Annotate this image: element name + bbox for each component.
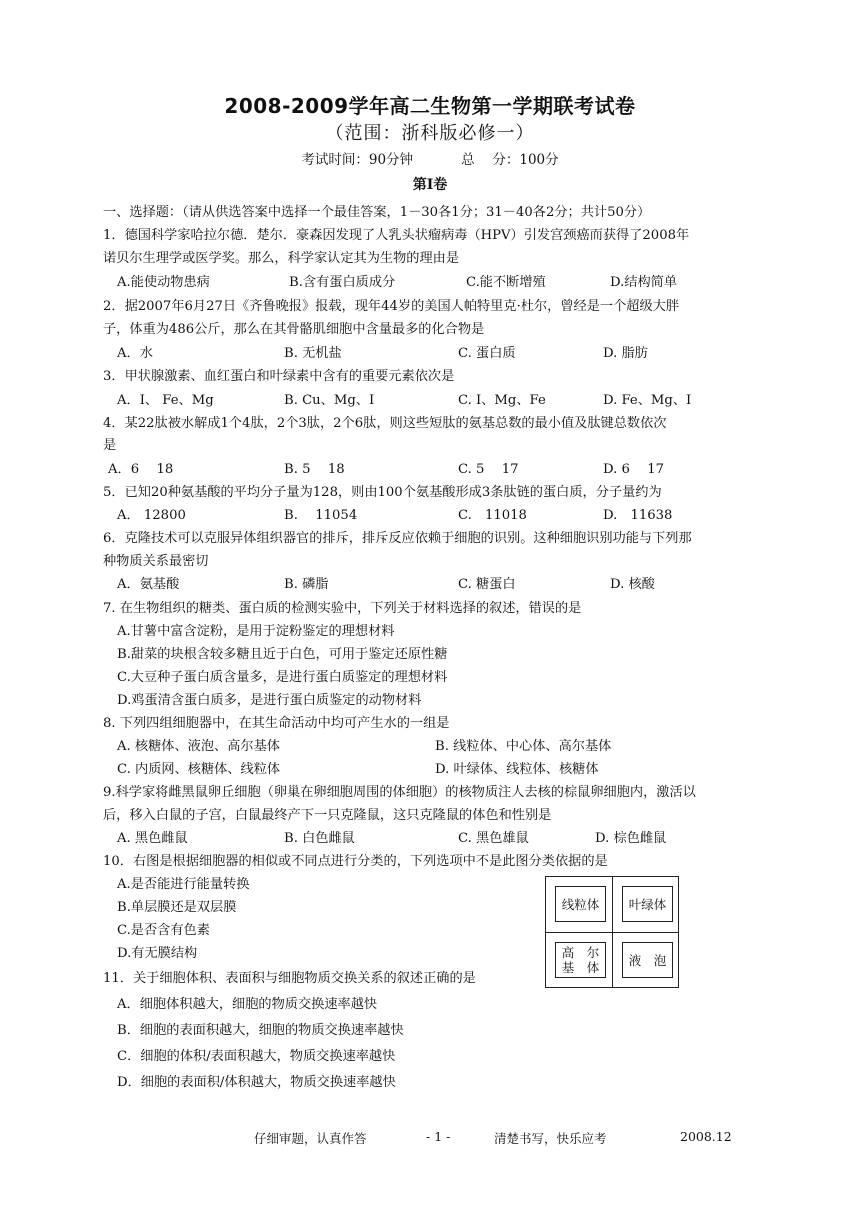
page-subtitle: （范围：浙科版必修一）	[325, 123, 535, 144]
option-b: B. 磷脂	[284, 577, 329, 592]
option-b: B.含有蛋白质成分	[289, 275, 396, 290]
footer-left-text: 仔细审题，认真作答	[254, 1131, 367, 1146]
box-vacuole: 液 泡	[622, 942, 673, 978]
question-1-line-2: 诺贝尔生理学或医学奖。那么，科学家认定其为生物的理由是	[103, 251, 460, 266]
option-a: A. 黑色雌鼠	[117, 831, 188, 846]
option-d: D. 棕色雌鼠	[595, 831, 667, 846]
option-c: C. 黑色雄鼠	[458, 831, 529, 846]
question-1-line-1: 1．德国科学家哈拉尔德．楚尔．豪森因发现了人乳头状瘤病毒（HPV）引发宫颈癌而获得了2008年	[103, 228, 690, 243]
question-4-line-1: 4．某22肽被水解成1个4肽，2个3肽，2个6肽，则这些短肽的氨基总数的最小值及肽键总数依次	[103, 416, 667, 431]
option-c: C. 内质网、核糖体、线粒体	[117, 762, 281, 777]
exam-time: 考试时间：90分钟	[301, 152, 414, 168]
instructions: 一、选择题：（请从供选答案中选择一个最佳答案，1－30各1分；31－40各2分；共计50分）	[103, 205, 651, 220]
question-3-line-1: 3．甲状腺激素、血红蛋白和叶绿素中含有的重要元素依次是	[103, 369, 455, 384]
question-10-option-c: C.是否含有色素	[117, 923, 210, 938]
question-8-line-1: 8. 下列四组细胞器中，在其生命活动中均可产生水的一组是	[103, 716, 450, 731]
option-a: A．氨基酸	[117, 577, 180, 592]
option-d: D. 核酸	[610, 577, 655, 592]
question-7-option-c: C.大豆种子蛋白质含量多，是进行蛋白质鉴定的理想材料	[117, 670, 448, 685]
organelle-diagram	[545, 876, 680, 988]
question-11-option-a: A．细胞体积越大，细胞的物质交换速率越快	[117, 997, 378, 1012]
question-9-line-2: 后，移入白鼠的子宫，白鼠最终产下一只克隆鼠，这只克隆鼠的体色和性别是	[103, 808, 552, 823]
question-4-line-2: 是	[103, 438, 117, 453]
page-footer	[0, 1129, 860, 1145]
question-7-line-1: 7. 在生物组织的糖类、蛋白质的检测实验中，下列关于材料选择的叙述，错误的是	[103, 601, 582, 616]
diagram-bottom-line	[545, 987, 679, 988]
exam-info	[0, 148, 860, 168]
question-7-option-d: D.鸡蛋清含蛋白质多，是进行蛋白质鉴定的动物材料	[117, 693, 422, 708]
box-mitochondria: 线粒体	[555, 886, 606, 922]
option-c: C. 5 17	[458, 462, 519, 477]
option-a: A.能使动物患病	[117, 275, 210, 290]
question-6-line-1: 6．克隆技术可以克服异体组织器官的排斥，排斥反应依赖于细胞的识别。这种细胞识别功能与下列那	[103, 531, 692, 546]
question-10-option-d: D.有无膜结构	[117, 946, 198, 961]
option-b: B. 白色雌鼠	[284, 831, 355, 846]
question-11-option-c: C．细胞的体积/表面积越大，物质交换速率越快	[117, 1049, 396, 1064]
section-heading: 第Ⅰ卷	[412, 177, 448, 193]
option-c: C.能不断增殖	[466, 275, 546, 290]
option-b: B. 无机盐	[284, 346, 342, 361]
question-10-option-b: B.单层膜还是双层膜	[117, 900, 237, 915]
option-c: C. I、Mg、Fe	[458, 393, 546, 408]
page-number: - 1 -	[426, 1129, 451, 1144]
option-a: A．水	[117, 346, 153, 361]
footer-date: 2008.12	[680, 1129, 732, 1144]
page-title: 2008-2009学年高二生物第一学期联考试卷	[224, 94, 636, 118]
footer-right-text: 清楚书写，快乐应考	[494, 1131, 607, 1146]
option-b: B. 11054	[284, 508, 358, 523]
question-9-line-1: 9.科学家将雌黑鼠卵丘细胞（卵巢在卵细胞周围的体细胞）的核物质注人去核的棕鼠卵细胞内，激活以	[103, 785, 696, 800]
option-a: A． 12800	[117, 508, 186, 523]
box-chloroplast: 叶绿体	[622, 886, 673, 922]
option-d: D. 11638	[603, 508, 673, 523]
question-2-line-1: 2．据2007年6月27日《齐鲁晚报》报载，现年44岁的美国人帕特里克·杜尔，曾经是一个超级大胖	[103, 299, 680, 314]
question-11-line-1: 11．关于细胞体积、表面积与细胞物质交换关系的叙述正确的是	[103, 971, 476, 986]
option-d: D. 6 17	[603, 462, 665, 477]
option-a: A．6 18	[108, 462, 174, 477]
option-d: D.结构简单	[610, 275, 678, 290]
option-c: C. 糖蛋白	[458, 577, 516, 592]
question-10-line-1: 10．右图是根据细胞器的相似或不同点进行分类的，下列选项中不是此图分类依据的是	[103, 854, 608, 869]
option-b: B. Cu、Mg、I	[284, 393, 375, 408]
option-b: B. 线粒体、中心体、高尔基体	[435, 739, 612, 754]
option-a: A. 核糖体、液泡、高尔基体	[117, 739, 280, 754]
question-6-line-2: 种物质关系最密切	[103, 554, 209, 569]
question-5-line-1: 5．已知20种氨基酸的平均分子量为128，则由100个氨基酸形成3条肽链的蛋白质，分子量约为	[103, 485, 662, 500]
option-d: D. 叶绿体、线粒体、核糖体	[435, 762, 599, 777]
question-7-option-b: B.甜菜的块根含较多糖且近于白色，可用于鉴定还原性糖	[117, 647, 448, 662]
option-c: C. 蛋白质	[458, 346, 516, 361]
option-a: A．I、 Fe、Mg	[117, 393, 214, 408]
question-2-line-2: 子，体重为486公斤，那么在其骨骼肌细胞中含量最多的化合物是	[103, 322, 485, 337]
total-score: 总 分：100分	[461, 152, 559, 168]
option-b: B. 5 18	[284, 462, 345, 477]
question-11-option-b: B．细胞的表面积越大，细胞的物质交换速率越快	[117, 1023, 404, 1038]
option-c: C. 11018	[458, 508, 527, 523]
option-d: D. Fe、Mg、I	[603, 393, 692, 408]
question-7-option-a: A.甘薯中富含淀粉，是用于淀粉鉴定的理想材料	[117, 624, 395, 639]
option-d: D. 脂肪	[603, 346, 648, 361]
box-golgi: 高 尔 基 体	[555, 942, 606, 978]
question-11-option-d: D．细胞的表面积/体积越大，物质交换速率越快	[117, 1075, 396, 1090]
question-10-option-a: A.是否能进行能量转换	[117, 877, 250, 892]
diagram-middle-v-line	[612, 876, 613, 987]
